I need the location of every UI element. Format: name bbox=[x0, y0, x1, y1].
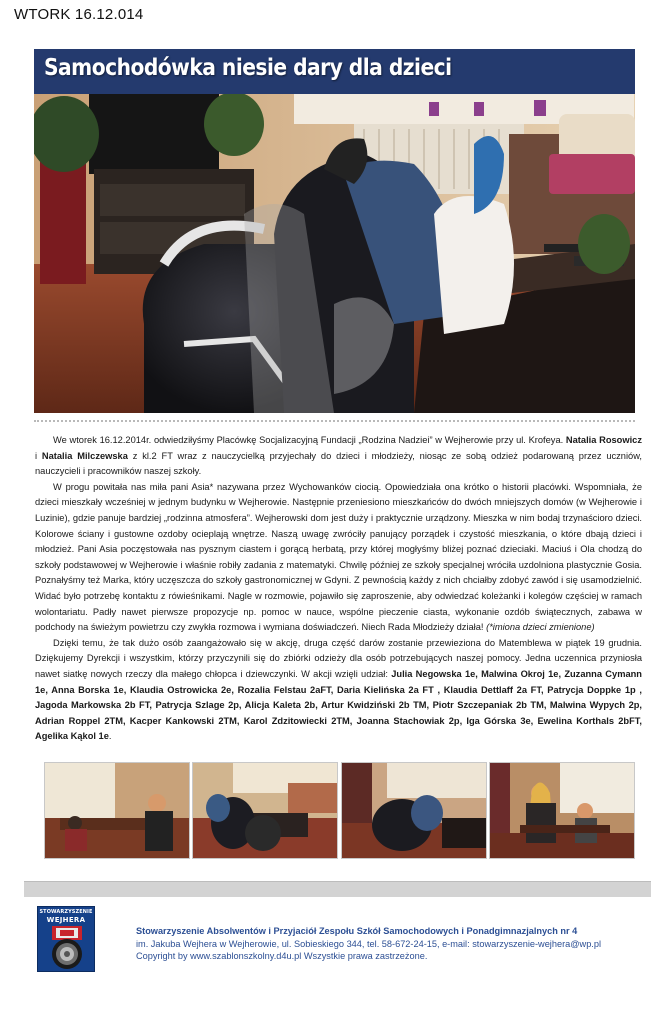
wheel-crest-icon bbox=[38, 907, 95, 972]
student-name: Natalia Milczewska bbox=[41, 450, 128, 461]
paragraph-text: W progu powitała nas miła pani Asia* nazywana przez Wychowanków ciocią. Opowiedziała ona krótko o historii placówki. Wspomniała, że dzieci mieszkały wcześniej w jednym budynku w Wejherowie. Następnie przeniesiono mieszkańców do dwóch mniejszych domów (w Wejherowie i Luzinie), gdzie panuje bardziej „rodzinna atmosfera”. Wejherowski dom jest duży i praktycznie urządzony. Mieszka w nim bodaj trzynaścioro dzieci. Kolorowe ściany i gustowne ozdoby ocieplają wnętrze. Naszą uwagę zwróciły panujący porządek i czystość mieszkania, o które dbają dzieci i młodzież. Pani Asia poczęstowała nas pysznym ciastem i gorącą herbatą, przy której mogłyśmy bliżej poznać dzieciaki. Maciuś i Ola chodzą do szkoły podstawowej w Wejherowie i właśnie robiły zadania z matematyki. Chwilę później ze szkoły specjalnej wróciła uzdolniona plastycznie Gosia. Poznałyśmy też Marka, który uczęszcza do szkoły gastronomicznej w Gdyni. Z pewnością każdy z nich chciałby zdobyć zawód i się usamodzielnić. Widać było potrzebę kontaktu z rówieśnikami. Nagle w rozmowie, pojawiło się zaproszenie, aby odwiedzać koleżanki i kolegów częściej w ramach wolontariatu. Padły nawet pierwsze propozycje np. pomoc w nauce, wspólne pieczenie ciasta, wykonanie ozdób świątecznych, zabawa w podchody na świeżym powietrzu czy zwykła rozmowa i wymiana doświadczeń. Niech Rada Młodzieży działa! bbox=[35, 481, 642, 633]
photo-girls-table bbox=[490, 763, 634, 858]
paragraph-text: z kl.2 FT wraz z nauczycielką przyjechały do dzieci i młodzieży, niosąc ze sobą odzież podarowaną przez uczniów, nauczycieli i pracowników naszej szkoły. bbox=[35, 450, 642, 477]
gallery-photo-2[interactable] bbox=[192, 762, 338, 859]
date-header: WTORK 16.12.014 bbox=[14, 6, 144, 23]
footer-divider-bar bbox=[24, 881, 651, 897]
footer-organization: Stowarzyszenie Absolwentów i Przyjaciół Zespołu Szkół Samochodowych i Ponadgimnazjalnych nr 4 bbox=[136, 926, 578, 936]
participants-list: Julia Negowska 1e, Malwina Okroj 1e, Zuzanna Cymann 1e, Anna Borska 1e, Klaudia Ostrowicka 2e, Rozalia Felstau 2aFT, Daria Kielińska 2a FT , Klaudia Dettlaff 2a FT, Patrycja Doppke 1p , Jagoda Markowska 2b FT, Patrycja Szlage 2p, Alicja Kaleta 2b, Artur Kwidziński 2b TM, Piotr Szczepaniak 2b TM, Malwina Wypych 2p, Adrian Roppel 2TM, Kacper Kankowski 2TM, Karol Zdzitowiecki 2TM, Joanna Stachowiak 2p, Iga Górska 3e, Ewelina Korthals 2bFT, Agelika Kąkol 1e bbox=[35, 668, 642, 742]
paragraph-text: We wtorek 16.12.2014r. odwiedziłyśmy Placówkę Socjalizacyjną Fundacji „Rodzina Nadziei” w Wejherowie przy ul. Krofeya. bbox=[53, 435, 566, 445]
gallery-photo-1[interactable] bbox=[44, 762, 190, 859]
article-body bbox=[35, 433, 642, 745]
gallery-photo-4[interactable] bbox=[489, 762, 635, 859]
photo-living-room-bags bbox=[193, 763, 337, 858]
association-logo bbox=[37, 906, 95, 972]
photo-bags-on-floor bbox=[342, 763, 486, 858]
paragraph-thanks bbox=[35, 636, 642, 745]
paragraph-intro bbox=[35, 433, 642, 480]
logo-text: STOWARZYSZENIE bbox=[39, 909, 93, 915]
paragraph-text: i bbox=[35, 450, 42, 461]
hero-photo-donation-bags bbox=[34, 94, 635, 413]
dotted-divider bbox=[34, 420, 635, 422]
photo-table-children bbox=[45, 763, 189, 858]
photo-gallery bbox=[44, 762, 634, 859]
gallery-photo-3[interactable] bbox=[341, 762, 487, 859]
student-name: Natalia Rosowicz bbox=[565, 435, 642, 445]
footer-address: im. Jakuba Wejhera w Wejherowie, ul. Sobieskiego 344, tel. 58-672-24-15, e-mail: stowarzyszenie-wejhera@wp.pl bbox=[136, 938, 602, 949]
title-bar bbox=[34, 49, 635, 94]
footer-copyright: Copyright by www.szablonszkolny.d4u.pl Wszystkie prawa zastrzeżone. bbox=[136, 951, 428, 962]
article-title: Samochodówka niesie dary dla dzieci bbox=[44, 55, 452, 81]
paragraph-visit bbox=[35, 480, 642, 636]
paragraph-text: . bbox=[108, 731, 112, 742]
hero-banner bbox=[34, 49, 635, 413]
paragraph-text: Dzięki temu, że tak dużo osób zaangażowało się w akcję, druga część darów zostanie przewieziona do Matemblewa w piątek 19 grudnia. Dziękujemy Dyrekcji i wszystkim, którzy przyczynili się do zbiórki odzieży dla osób potrzebujących naszej pomocy. Jedna uczennica przyniosła nawet siatkę nowych rzeczy dla małego chłopca i dziewczynki. W akcji wzięli udział: bbox=[35, 637, 642, 679]
footnote-text: (*imiona dzieci zmienione) bbox=[486, 622, 595, 633]
footer-info bbox=[136, 925, 656, 963]
logo-text: WEJHERA bbox=[46, 916, 86, 924]
